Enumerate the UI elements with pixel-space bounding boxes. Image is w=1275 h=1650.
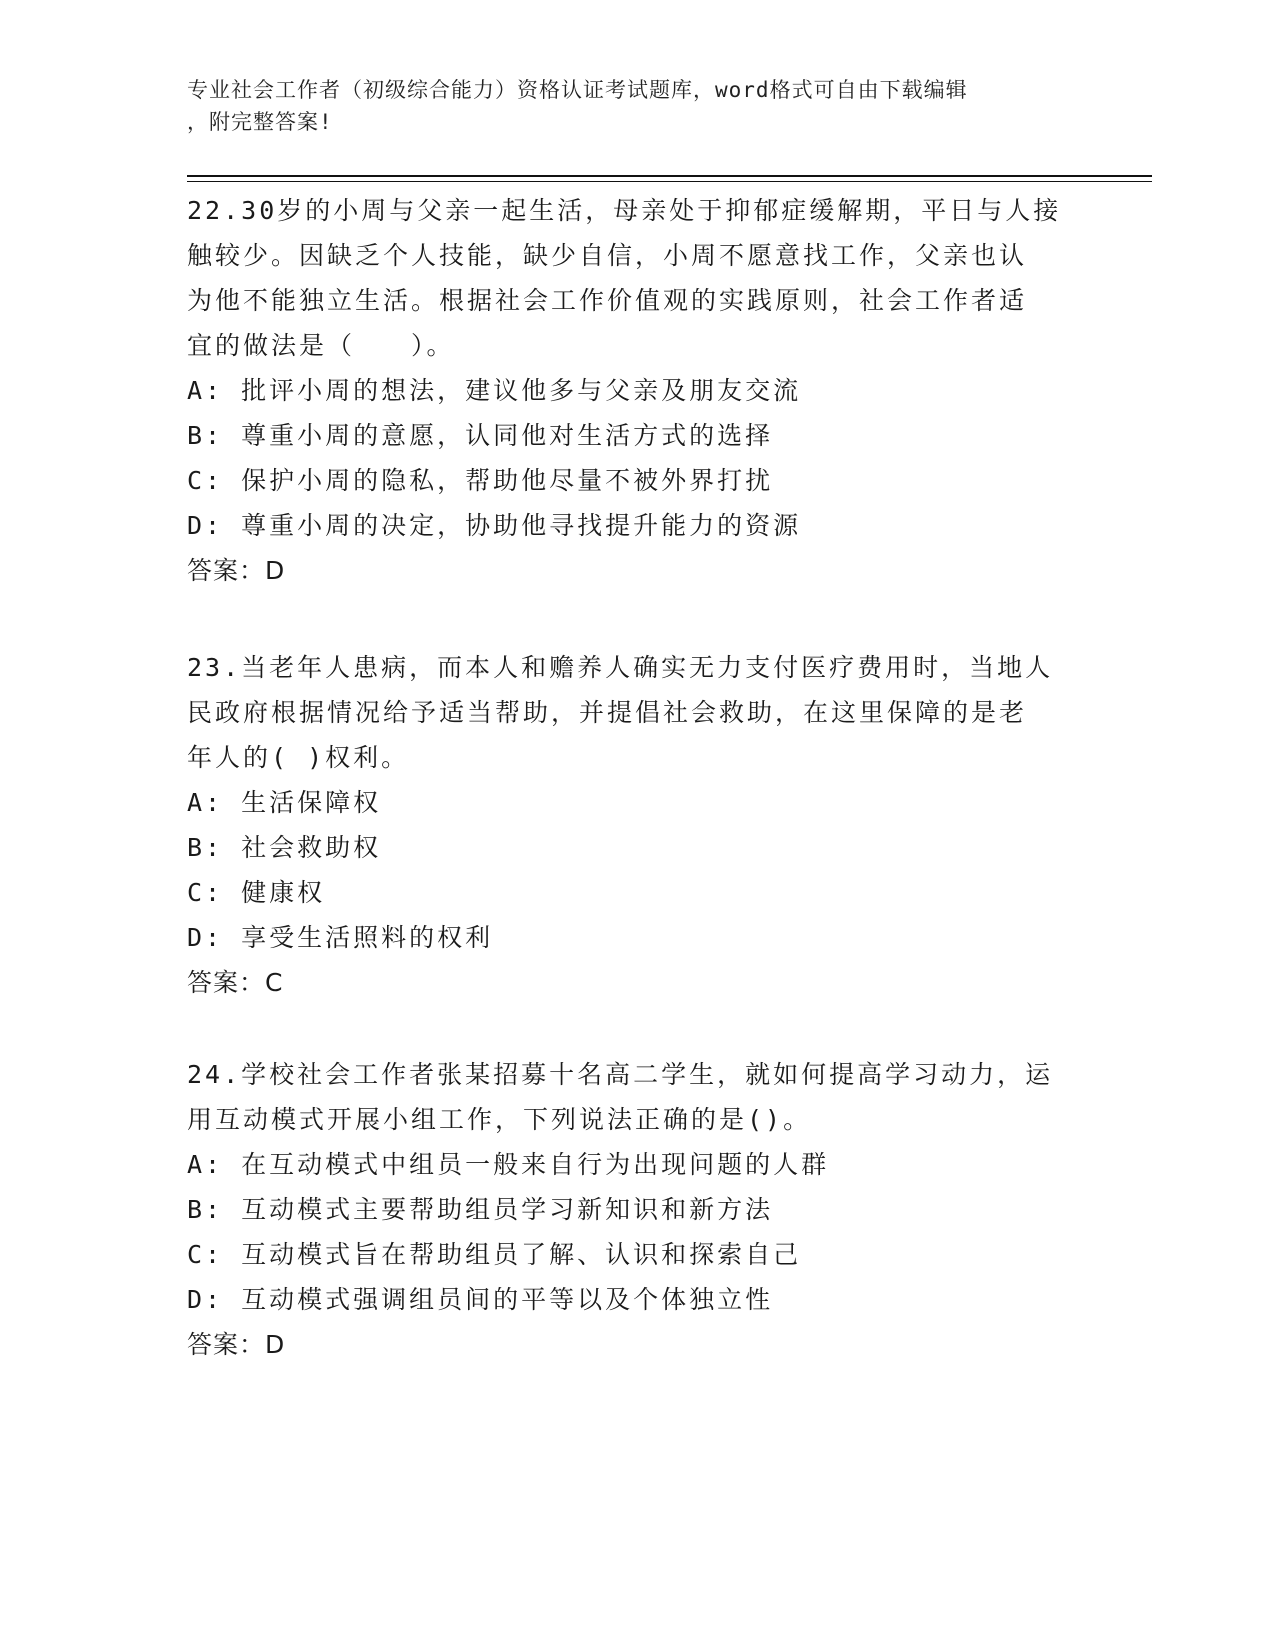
question-text-line: 民政府根据情况给予适当帮助，并提倡社会救助，在这里保障的是老 bbox=[187, 698, 1028, 727]
question-24 bbox=[187, 1052, 1087, 1367]
question-text-line: 触较少。因缺乏个人技能，缺少自信，小周不愿意找工作，父亲也认 bbox=[187, 241, 1028, 270]
header-divider-thin bbox=[187, 181, 1152, 182]
question-22 bbox=[187, 188, 1087, 593]
option-c: C: 保护小周的隐私，帮助他尽量不被外界打扰 bbox=[187, 466, 774, 495]
header-line-1: 专业社会工作者（初级综合能力）资格认证考试题库，word格式可自由下载编辑 bbox=[187, 78, 968, 102]
option-c: C: 互动模式旨在帮助组员了解、认识和探索自己 bbox=[187, 1240, 802, 1269]
question-text-line: 23.当老年人患病，而本人和赡养人确实无力支付医疗费用时，当地人 bbox=[187, 653, 1054, 682]
header-line-2: ，附完整答案! bbox=[187, 110, 333, 134]
answer-line: 答案：D bbox=[187, 556, 286, 585]
question-text-line: 年人的( )权利。 bbox=[187, 743, 410, 772]
answer-line: 答案：D bbox=[187, 1330, 286, 1359]
option-d: D: 互动模式强调组员间的平等以及个体独立性 bbox=[187, 1285, 774, 1314]
option-b: B: 社会救助权 bbox=[187, 833, 382, 862]
header-divider-thick bbox=[187, 175, 1152, 177]
question-text-line: 宜的做法是（ ）。 bbox=[187, 331, 455, 360]
option-b: B: 尊重小周的意愿，认同他对生活方式的选择 bbox=[187, 421, 774, 450]
question-text-line: 用互动模式开展小组工作，下列说法正确的是()。 bbox=[187, 1105, 812, 1134]
option-a: A: 生活保障权 bbox=[187, 788, 382, 817]
question-23 bbox=[187, 645, 1087, 1005]
document-header bbox=[187, 74, 1087, 138]
option-c: C: 健康权 bbox=[187, 878, 326, 907]
option-a: A: 批评小周的想法，建议他多与父亲及朋友交流 bbox=[187, 376, 802, 405]
option-b: B: 互动模式主要帮助组员学习新知识和新方法 bbox=[187, 1195, 774, 1224]
question-text-line: 为他不能独立生活。根据社会工作价值观的实践原则，社会工作者适 bbox=[187, 286, 1028, 315]
question-text-line: 24.学校社会工作者张某招募十名高二学生，就如何提高学习动力，运 bbox=[187, 1060, 1054, 1089]
question-text-line: 22.30岁的小周与父亲一起生活，母亲处于抑郁症缓解期，平日与人接 bbox=[187, 196, 1062, 225]
option-d: D: 尊重小周的决定，协助他寻找提升能力的资源 bbox=[187, 511, 802, 540]
option-d: D: 享受生活照料的权利 bbox=[187, 923, 494, 952]
option-a: A: 在互动模式中组员一般来自行为出现问题的人群 bbox=[187, 1150, 830, 1179]
answer-line: 答案：C bbox=[187, 968, 284, 997]
